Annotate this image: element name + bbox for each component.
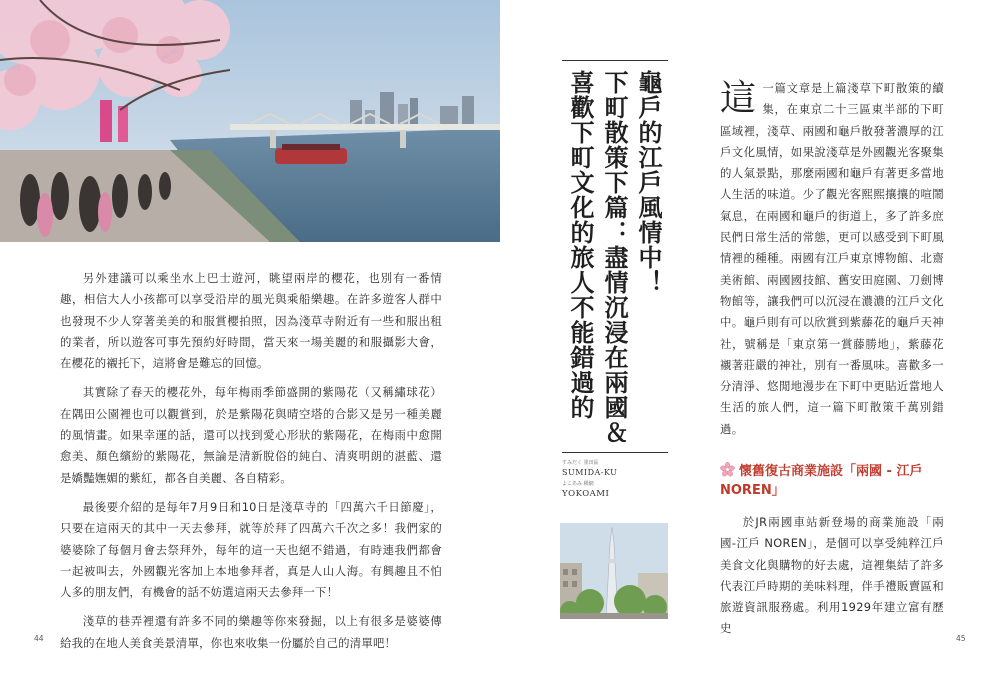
section-paragraph: 於JR兩國車站新登場的商業施設「兩國-江戶 NOREN」，是個可以享受純粹江戶美食文化與購物的好去處，這裡集結了許多代表江戶時期的美味料理，伴手禮販賣區和旅遊資訊服務處。利用1929年建立富有歷史 <box>720 515 944 636</box>
title-line-2: 下町散策下篇：盡情沉浸在兩國＆ <box>600 70 628 445</box>
intro-paragraph: 一篇文章是上篇淺草下町散策的續集，在東京二十三區東半部的下町區域裡，淺草、兩國和龜戶散發著濃厚的江戶文化風情，如果說淺草是外國觀光客聚集的人氣景點，那麼兩國和龜戶有著更多當地人生活的味道。少了觀光客熙熙攘攘的喧鬧氣息，在兩國和龜戶的街道上，多了許多庶民們日常生活的常態，更可以感受到下町風情裡的種種。兩國有江戶東京博物館、北齋美術館、兩國國技館、舊安田庭園、刀劍博物館等，讓我們可以沉浸在濃濃的江戶文化中。龜戶則有可以欣賞到紫藤花的龜戶天神社，號稱是「東京第一賞藤勝地」，紫藤花襯著莊嚴的神社，別有一番風味。喜歡多一分清淨、悠閒地漫步在下町中更貼近當地人生活的旅人們，這一篇下町散策千萬別錯過。 <box>720 81 944 436</box>
section-heading <box>720 462 950 500</box>
left-article-body <box>60 268 442 662</box>
left-paragraph: 淺草的巷弄裡還有許多不同的樂趣等你來發掘，以上有很多是婆婆傳給我的在地人美食美景清單，你也來收集一份屬於自己的清單吧！ <box>60 614 442 650</box>
yokoami-kana: よこあみ 橫網 <box>562 481 594 487</box>
cherry-blossom-river-photo <box>0 0 500 242</box>
drop-cap: 這 <box>720 78 757 119</box>
sumida-kana: すみだく 墨田區 <box>562 460 599 466</box>
left-paragraph: 另外建議可以乘坐水上巴士遊河，眺望兩岸的櫻花，也別有一番情趣，相信大人小孩都可以享受沿岸的風光與乘船樂趣。在許多遊客人群中也發現不少人穿著美美的和服賞櫻拍照，因為淺草寺附近有一些和服出租的業者，所以遊客可事先預約好時間，當天來一場美麗的和服攝影大會，在櫻花的襯托下，這將會是難忘的回憶。 <box>60 271 442 371</box>
title-line-3: 喜歡下町文化的旅人不能錯過的 <box>566 70 594 420</box>
yokoami-roman: YOKOAMI <box>562 489 610 499</box>
section-title: 懷舊復古商業施設「兩國 - 江戶 NOREN」 <box>720 464 923 498</box>
left-paragraph: 最後要介紹的是每年7月9日和10日是淺草寺的「四萬六千日節慶」，只要在這兩天的其中一天去參拜，就等於拜了四萬六千次之多！我們家的婆婆除了每個月會去祭拜外，每年的這一天也絕不錯過，有時連我們都會一起被叫去，外國觀光客加上本地參拜者，真是人山人海。有興趣且不怕人多的朋友們，有機會的話不妨選這兩天去參拜一下！ <box>60 499 442 600</box>
section-body <box>720 512 944 640</box>
right-intro-text <box>720 78 944 440</box>
skytree-photo <box>560 523 668 619</box>
sumida-roman: SUMIDA-KU <box>562 468 618 477</box>
title-top-rule <box>562 60 668 61</box>
title-line-1: 龜戶的江戶風情中！ <box>634 70 662 295</box>
sakura-flower-icon <box>720 462 735 477</box>
title-bottom-rule <box>562 452 668 453</box>
page-number-left: 44 <box>34 634 44 643</box>
left-paragraph: 其實除了春天的櫻花外，每年梅雨季節盛開的紫陽花（又稱繡球花）在隅田公園裡也可以觀賞到，於是紫陽花與晴空塔的合影又是另一種美麗的風情畫。如果幸運的話，還可以找到愛心形狀的紫陽花，在梅雨中愈開愈美、顏色繽紛的紫陽花，無論是清新脫俗的純白、清爽明朗的湛藍、還是嬌豔嫵媚的紫紅，都各自美麗、各自精彩。 <box>60 385 442 485</box>
page-number-right: 45 <box>956 634 966 643</box>
location-meta <box>562 460 642 500</box>
